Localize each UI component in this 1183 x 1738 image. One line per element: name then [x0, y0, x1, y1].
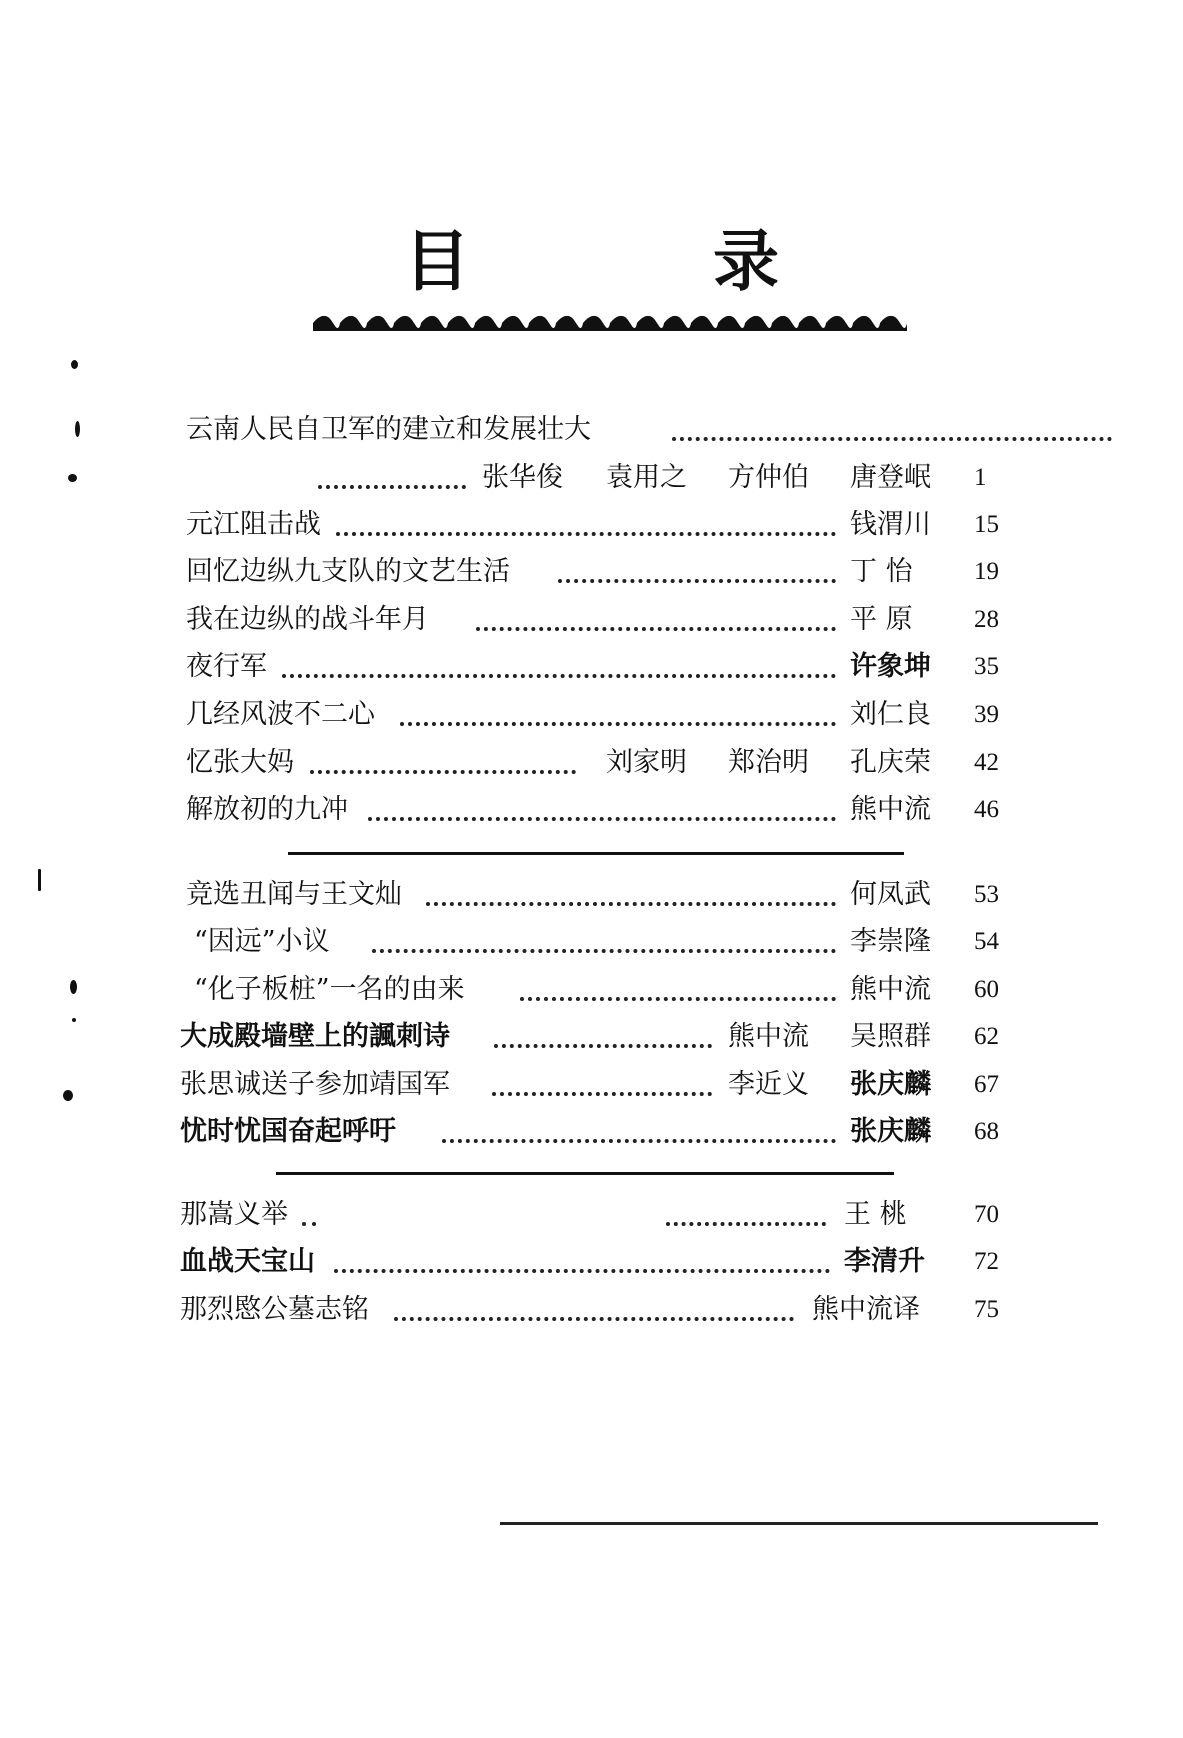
leader-dots: [492, 1092, 712, 1096]
entry-page: 67: [974, 1071, 999, 1098]
toc-entry[interactable]: [186, 743, 1046, 783]
leader-dots: [302, 1222, 316, 1226]
leader-dots: [442, 1139, 836, 1143]
entry-author: 孔庆荣: [850, 747, 931, 778]
toc-entry[interactable]: [186, 410, 986, 450]
toc-entry[interactable]: [186, 790, 1046, 830]
entry-title: 夜行军: [186, 651, 267, 682]
toc-entry[interactable]: [186, 922, 1046, 962]
entry-page: 75: [974, 1296, 999, 1323]
entry-page: 62: [974, 1023, 999, 1050]
entry-title: 解放初的九冲: [186, 794, 348, 825]
leader-dots: [372, 949, 836, 953]
leader-dots: [336, 532, 836, 536]
entry-title: 血战天宝山: [180, 1246, 315, 1277]
toc-entry[interactable]: [186, 505, 1046, 545]
entry-page: 53: [974, 881, 999, 908]
entry-author: 李近义: [728, 1069, 809, 1100]
leader-dots: [310, 770, 576, 774]
entry-title: “化子板桩”一名的由来: [194, 974, 465, 1005]
scan-speck: [71, 360, 78, 369]
entry-author: 刘仁良: [850, 699, 931, 730]
section-divider: [288, 852, 904, 855]
entry-page: 46: [974, 796, 999, 823]
leader-dots: [426, 902, 836, 906]
toc-entry[interactable]: [186, 600, 1046, 640]
page-edge-rule: [500, 1522, 1098, 1525]
entry-page: 28: [974, 606, 999, 633]
entry-page: 35: [974, 653, 999, 680]
toc-entry[interactable]: [180, 1242, 1046, 1282]
entry-author: 张华俊: [482, 462, 563, 493]
entry-title: 元江阻击战: [186, 509, 321, 540]
entry-author: 熊中流译: [812, 1294, 920, 1325]
toc-entry-continuation[interactable]: [186, 458, 1046, 498]
leader-dots: [394, 1317, 794, 1321]
entry-author: 方仲伯: [728, 462, 809, 493]
section-divider: [276, 1172, 894, 1175]
entry-author: 熊中流: [850, 974, 931, 1005]
entry-title: 大成殿墙壁上的諷刺诗: [180, 1021, 450, 1052]
leader-dots: [334, 1269, 830, 1273]
page-title: 目 录: [404, 223, 889, 300]
entry-author: 袁用之: [606, 462, 687, 493]
leader-dots: [368, 817, 836, 821]
toc-entry[interactable]: [186, 552, 1046, 592]
leader-dots: [558, 579, 836, 583]
leader-dots: [672, 437, 1112, 441]
toc-entry[interactable]: [180, 1112, 1046, 1152]
entry-title: 忧时忧国奋起呼吁: [180, 1116, 396, 1147]
entry-author: 熊中流: [728, 1021, 809, 1052]
toc-entry[interactable]: [180, 1290, 1046, 1330]
leader-dots: [476, 627, 836, 631]
entry-title: “因远”小议: [194, 926, 330, 957]
entry-title: 几经风波不二心: [186, 699, 375, 730]
scan-speck: [38, 869, 41, 891]
entry-author: 平 原: [850, 604, 913, 635]
entry-page: 60: [974, 976, 999, 1003]
entry-author: 何凤武: [850, 879, 931, 910]
entry-author: 王 桃: [844, 1199, 907, 1230]
toc-entry[interactable]: [180, 1017, 1046, 1057]
entry-page: 42: [974, 749, 999, 776]
scan-speck: [68, 474, 77, 482]
leader-dots: [520, 997, 836, 1001]
leader-dots: [666, 1222, 826, 1226]
leader-dots: [494, 1044, 712, 1048]
entry-title: 张思诚送子参加靖国军: [180, 1069, 450, 1100]
leader-dots: [400, 722, 836, 726]
entry-page: 68: [974, 1118, 999, 1145]
entry-author: 钱渭川: [850, 509, 931, 540]
entry-title: 那嵩义举: [180, 1199, 288, 1230]
entry-title: 忆张大妈: [186, 747, 294, 778]
entry-author: 张庆麟: [850, 1116, 931, 1147]
entry-title: 云南人民自卫军的建立和发展壮大: [186, 414, 591, 445]
toc-entry[interactable]: [186, 970, 1046, 1010]
leader-dots: [318, 485, 466, 489]
entry-author: 吴照群: [850, 1021, 931, 1052]
entry-author: 唐登岷: [850, 462, 931, 493]
entry-page: 1: [974, 464, 987, 491]
entry-page: 72: [974, 1248, 999, 1275]
entry-author: 熊中流: [850, 794, 931, 825]
entry-page: 15: [974, 511, 999, 538]
entry-author: 郑治明: [728, 747, 809, 778]
entry-author: 许象坤: [850, 651, 931, 682]
leader-dots: [282, 674, 836, 678]
entry-author: 李崇隆: [850, 926, 931, 957]
toc-entry[interactable]: [186, 647, 1046, 687]
ornament-divider: [313, 312, 907, 334]
toc-entry[interactable]: [180, 1065, 1046, 1105]
entry-title: 我在边纵的战斗年月: [186, 604, 429, 635]
entry-title: 那烈愍公墓志铭: [180, 1294, 369, 1325]
entry-title: 竞选丑闻与王文灿: [186, 879, 402, 910]
entry-author: 丁 怡: [850, 556, 913, 587]
toc-entry[interactable]: [186, 695, 1046, 735]
entry-author: 刘家明: [606, 747, 687, 778]
scan-speck: [63, 1090, 73, 1101]
entry-page: 39: [974, 701, 999, 728]
scan-speck: [70, 980, 77, 994]
entry-page: 19: [974, 558, 999, 585]
toc-entry[interactable]: [180, 1195, 1046, 1235]
entry-author: 李清升: [844, 1246, 925, 1277]
scan-speck: [75, 421, 80, 437]
scan-speck: [72, 1018, 76, 1022]
entry-page: 70: [974, 1201, 999, 1228]
entry-page: 54: [974, 928, 999, 955]
toc-entry[interactable]: [186, 875, 1046, 915]
entry-author: 张庆麟: [850, 1069, 931, 1100]
entry-title: 回忆边纵九支队的文艺生活: [186, 556, 510, 587]
